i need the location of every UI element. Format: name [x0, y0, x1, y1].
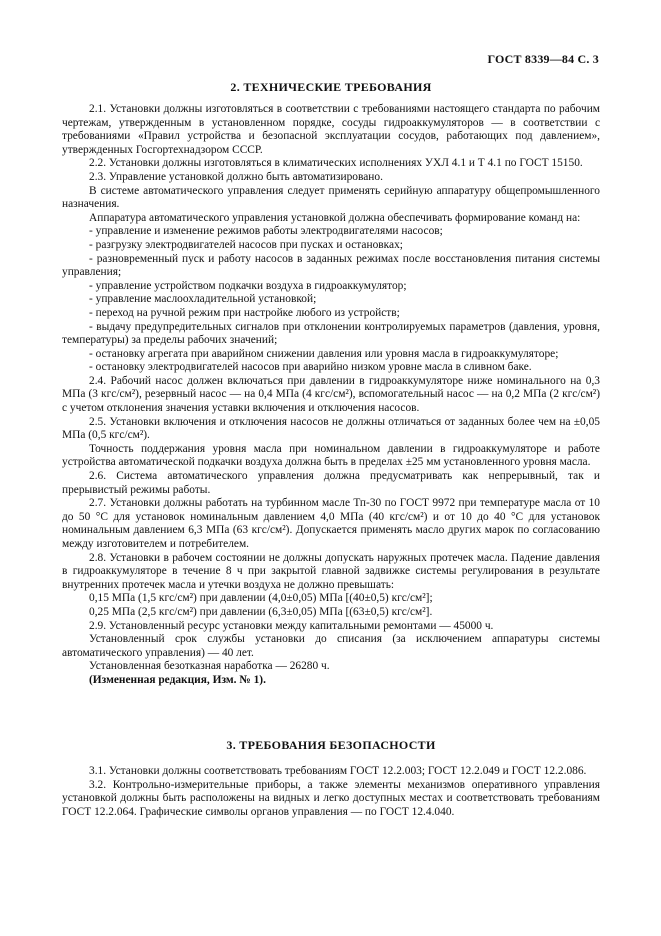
list-item: - остановку агрегата при аварийном снижении давления или уровня масла в гидроаккумуляторе;: [89, 347, 559, 360]
page-header: ГОСТ 8339—84 С. 3: [487, 52, 599, 66]
paragraph: 2.1. Установки должны изготовляться в соответствии с требованиями настоящего стандарта по рабочим чертежам, утвержденным в установленном порядке, сосуды гидроаккумуляторов — в соответствии с требованиями «Правил устройства и безопасной эксплуатации сосудов, работающих под давлением», утвержденных Госгортехнадзором СССР.: [62, 103, 600, 156]
paragraph: Установленная безотказная наработка — 26280 ч.: [89, 660, 330, 673]
paragraph: 2.5. Установки включения и отключения насосов не должны отличаться от заданных более чем на ±0,05 МПа (0,5 кгс/см²).: [62, 415, 600, 442]
paragraph: 3.2. Контрольно-измерительные приборы, а также элементы механизмов оперативного управления установкой должны быть расположены на видных и легко доступных местах и соответствовать требованиям ГОСТ 12.2.064. Графические символы органов управления — по ГОСТ 12.4.040.: [62, 778, 600, 818]
list-item: - разгрузку электродвигателей насосов при пусках и остановках;: [89, 238, 403, 251]
paragraph: 2.4. Рабочий насос должен включаться при давлении в гидроаккумуляторе ниже номинального на 0,3 МПа (3 кгс/см²), резервный насос — на 0,4 МПа (4 кгс/см²), вспомогательный насос — на 0,2 МПа (2 кгс/см²) с учетом отклонения значения уставки включения и отключения насосов.: [62, 374, 600, 415]
list-item: - разновременный пуск и работу насосов в заданных режимах после восстановления питания системы управления;: [62, 252, 600, 279]
paragraph: 3.1. Установки должны соответствовать требованиям ГОСТ 12.2.003; ГОСТ 12.2.049 и ГОСТ 12.2.086.: [89, 765, 587, 777]
paragraph: 0,15 МПа (1,5 кгс/см²) при давлении (4,0±0,05) МПа [(40±0,5) кгс/см²];: [89, 592, 433, 605]
list-item: - управление маслоохладительной установкой;: [89, 293, 317, 306]
list-item: - управление и изменение режимов работы электродвигателями насосов;: [89, 225, 443, 238]
paragraph: Аппаратура автоматического управления установкой должна обеспечивать формирование команд на:: [89, 211, 581, 224]
paragraph: 2.8. Установки в рабочем состоянии не должны допускать наружных протечек масла. Падение давления в гидроаккумуляторе в течение 8 ч при закрытой главной задвижке системы регулирования в результате внутренних протечек масла и утечки воздуха не должно превышать:: [62, 551, 600, 591]
list-item: - остановку электродвигателей насосов при аварийно низком уровне масла в сливном баке.: [89, 361, 532, 374]
paragraph: 2.6. Система автоматического управления должна предусматривать как непрерывный, так и прерывистый режимы работы.: [62, 470, 600, 496]
paragraph: 2.7. Установки должны работать на турбинном масле Тп-30 по ГОСТ 9972 при температуре масла от 10 до 50 °С для установок номинальным давлением 4,0 МПа (40 кгс/см²) и от 10 до 40 °С для установок номинальным давлением 6,3 МПа (63 кгс/см²). Допускается применять масло других марок по согласованию между изготовителем и потребителем.: [62, 497, 600, 550]
list-item: - переход на ручной режим при настройке любого из устройств;: [89, 306, 400, 319]
list-item: - выдачу предупредительных сигналов при отклонении контролируемых параметров (давления, уровня, температуры) за пределы рабочих значений;: [62, 320, 600, 347]
section-3-body: [62, 765, 600, 819]
section-3-title: 3. ТРЕБОВАНИЯ БЕЗОПАСНОСТИ: [226, 738, 436, 752]
paragraph: Установленный срок службы установки до списания (за исключением аппаратуры системы автоматического управления) — 40 лет.: [62, 633, 600, 659]
revision-note: (Измененная редакция, Изм. № 1).: [89, 673, 266, 686]
paragraph: В системе автоматического управления следует применять серийную аппаратуру общепромышленного назначения.: [62, 184, 600, 211]
paragraph: 2.3. Управление установкой должно быть автоматизировано.: [89, 170, 383, 183]
paragraph: Точность поддержания уровня масла при номинальном давлении в гидроаккумуляторе и работе устройства автоматической подкачки воздуха должна быть в пределах ±25 мм установленного уровня масла.: [62, 442, 600, 469]
list-item: - управление устройством подкачки воздуха в гидроаккумулятор;: [89, 279, 407, 292]
section-2-body: [62, 103, 600, 688]
paragraph: 2.9. Установленный ресурс установки между капитальными ремонтами — 45000 ч.: [89, 619, 494, 632]
section-2-title: 2. ТЕХНИЧЕСКИЕ ТРЕБОВАНИЯ: [230, 80, 432, 94]
paragraph: 0,25 МПа (2,5 кгс/см²) при давлении (6,3±0,05) МПа [(63±0,5) кгс/см²].: [89, 605, 433, 618]
paragraph: 2.2. Установки должны изготовляться в климатических исполнениях УХЛ 4.1 и Т 4.1 по ГОСТ 15150.: [89, 157, 583, 170]
